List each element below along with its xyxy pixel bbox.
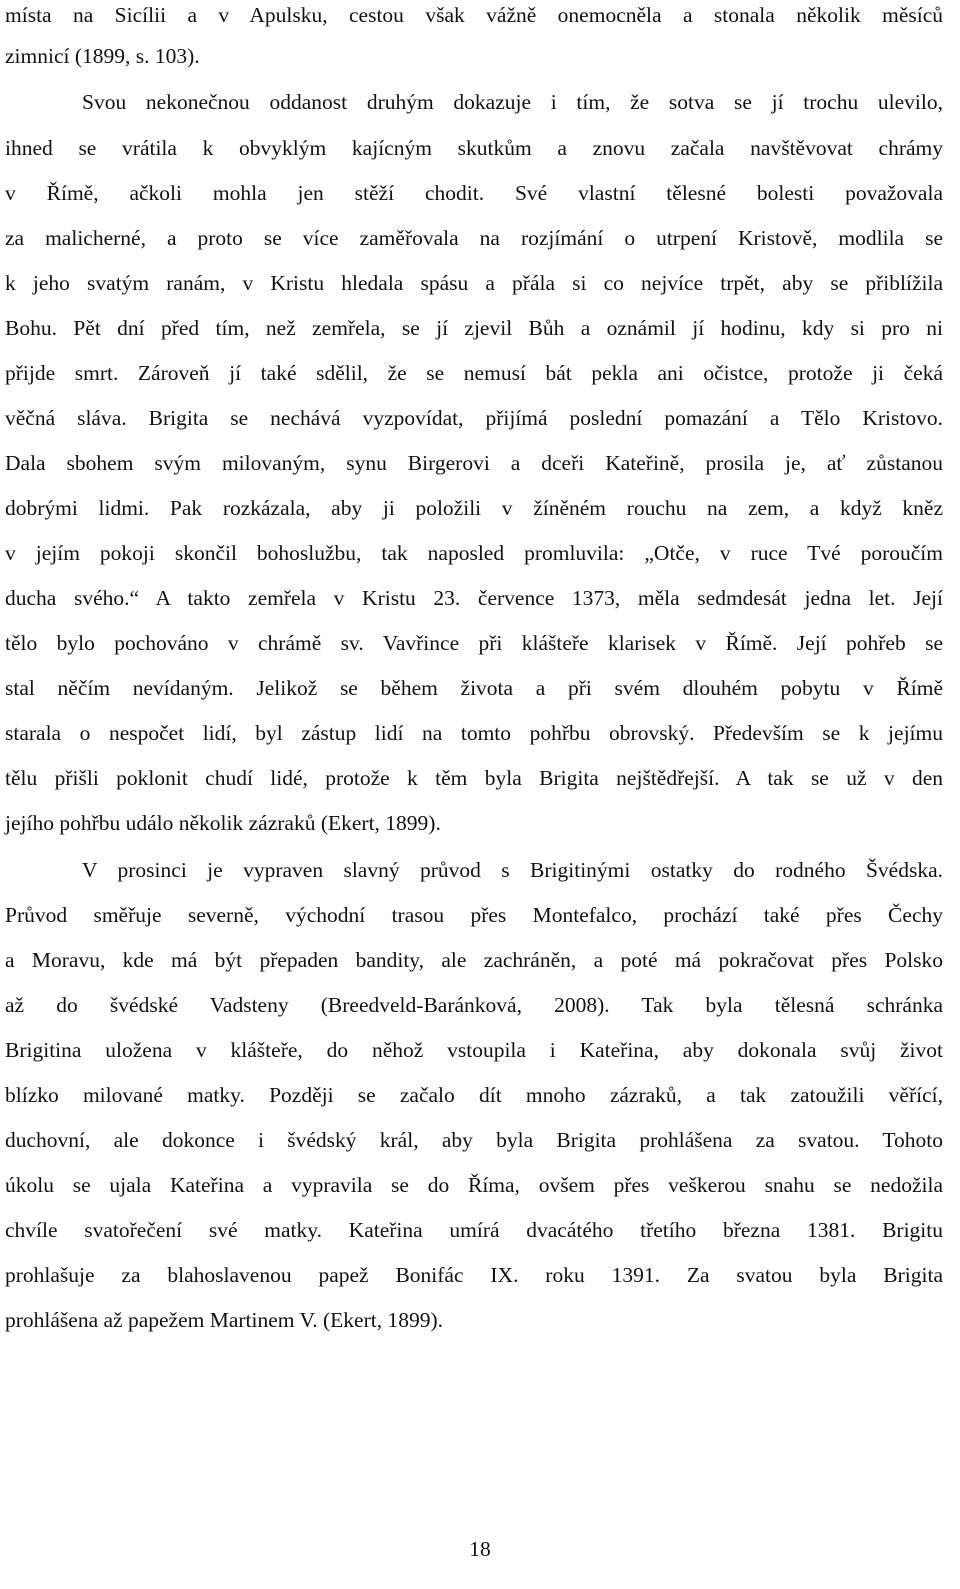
text-line: prohlašuje za blahoslavenou papež Bonifác IX. roku 1391. Za svatou byla Brigita xyxy=(5,1263,943,1287)
text-line: Svou nekonečnou oddanost druhým dokazuje i tím, že sotva se jí trochu ulevilo, xyxy=(82,90,943,114)
text-line: věčná sláva. Brigita se nechává vyzpovídat, přijímá poslední pomazání a Tělo Kristovo. xyxy=(5,406,943,430)
page-number: 18 xyxy=(469,1537,491,1561)
text-line: za malicherné, a proto se více zaměřovala na rozjímání o utrpení Kristově, modlila se xyxy=(5,226,943,250)
text-line: v jejím pokoji skončil bohoslužbu, tak naposled promluvila: „Otče, v ruce Tvé poroučím xyxy=(5,541,943,565)
text-line: blízko milované matky. Později se začalo dít mnoho zázraků, a tak zatoužili věřící, xyxy=(5,1083,943,1107)
text-line: ducha svého.“ A takto zemřela v Kristu 23. července 1373, měla sedmdesát jedna let. Její xyxy=(5,586,943,610)
text-line: duchovní, ale dokonce i švédský král, aby byla Brigita prohlášena za svatou. Tohoto xyxy=(5,1128,943,1152)
text-line: prohlášena až papežem Martinem V. (Ekert, 1899). xyxy=(5,1308,444,1332)
text-line: přijde smrt. Zároveň jí také sdělil, že se nemusí bát pekla ani očistce, protože ji čeká xyxy=(5,361,943,385)
text-line: místa na Sicílii a v Apulsku, cestou však vážně onemocněla a stonala několik měsíců xyxy=(5,3,943,27)
text-line: stal něčím nevídaným. Jelikož se během života a při svém dlouhém pobytu v Římě xyxy=(5,676,943,700)
text-line: tělu přišli poklonit chudí lidé, protože k těm byla Brigita nejštědřejší. A tak se už v den xyxy=(5,766,943,790)
text-line: V prosinci je vypraven slavný průvod s Brigitinými ostatky do rodného Švédska. xyxy=(82,858,943,882)
text-line: Dala sbohem svým milovaným, synu Birgerovi a dceři Kateřině, prosila je, ať zůstanou xyxy=(5,451,943,475)
text-line: Bohu. Pět dní před tím, než zemřela, se jí zjevil Bůh a oznámil jí hodinu, kdy si pro ni xyxy=(5,316,943,340)
text-line: Průvod směřuje severně, východní trasou přes Montefalco, prochází také přes Čechy xyxy=(5,903,943,927)
text-line: jejího pohřbu událo několik zázraků (Ekert, 1899). xyxy=(5,811,441,835)
text-line: zimnicí (1899, s. 103). xyxy=(5,44,200,68)
text-line: Brigitina uložena v klášteře, do něhož vstoupila i Kateřina, aby dokonala svůj život xyxy=(5,1038,943,1062)
text-line: úkolu se ujala Kateřina a vypravila se do Říma, ovšem přes veškerou snahu se nedožila xyxy=(5,1173,943,1197)
text-line: v Římě, ačkoli mohla jen stěží chodit. Své vlastní tělesné bolesti považovala xyxy=(5,181,943,205)
text-line: dobrými lidmi. Pak rozkázala, aby ji položili v žíněném rouchu na zem, a když kněz xyxy=(5,496,943,520)
text-line: až do švédské Vadsteny (Breedveld-Baránková, 2008). Tak byla tělesná schránka xyxy=(5,993,943,1017)
text-line: ihned se vrátila k obvyklým kajícným skutkům a znovu začala navštěvovat chrámy xyxy=(5,136,943,160)
text-line: a Moravu, kde má být přepaden bandity, ale zachráněn, a poté má pokračovat přes Polsko xyxy=(5,948,943,972)
text-line: k jeho svatým ranám, v Kristu hledala spásu a přála si co nejvíce trpět, aby se přiblížila xyxy=(5,271,943,295)
text-line: chvíle svatořečení své matky. Kateřina umírá dvacátého třetího března 1381. Brigitu xyxy=(5,1218,943,1242)
text-line: tělo bylo pochováno v chrámě sv. Vavřince při klášteře klarisek v Římě. Její pohřeb se xyxy=(5,631,943,655)
text-line: starala o nespočet lidí, byl zástup lidí na tomto pohřbu obrovský. Především se k jejímu xyxy=(5,721,943,745)
